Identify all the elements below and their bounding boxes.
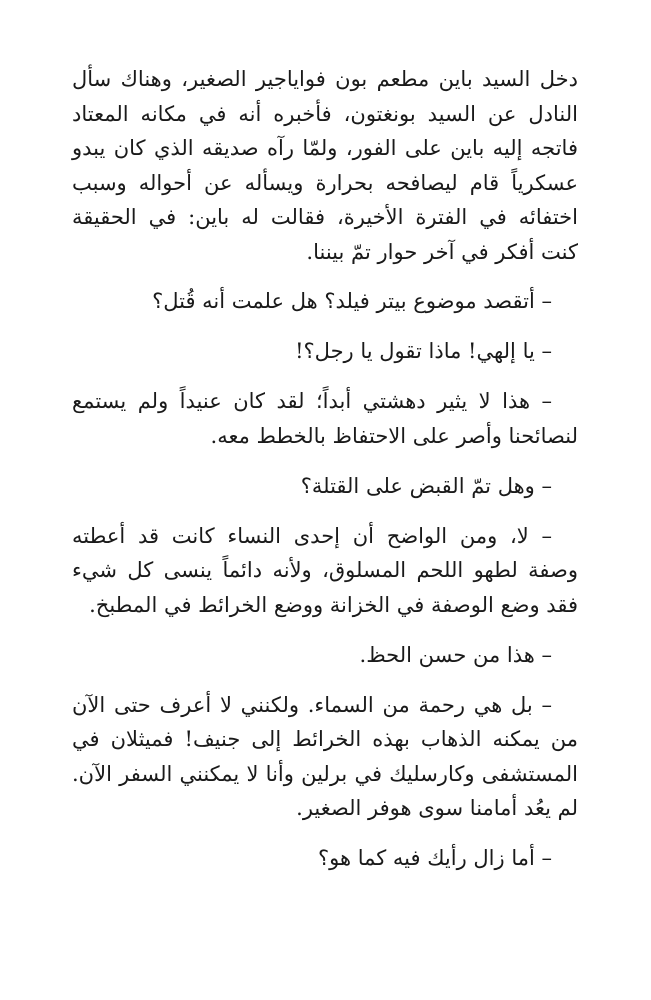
dialogue-line: – هذا من حسن الحظ.: [359, 642, 552, 667]
dialogue-line: – أما زال رأيك فيه كما هو؟: [317, 846, 552, 870]
dialogue-line: – بل هي رحمة من السماء. ولكنني لا أعرف حتى الآن من يمكنه الذهاب بهذه الخرائط إلى جنيف! فميثلان في المستشفى وكارسليك في برلين وأنا لا يمكنني السفر الآن. لم يعُد أمامنا سوى هوفر الصغير.: [72, 692, 578, 820]
paragraph-intro: دخل السيد باين مطعم بون فواياجير الصغير، وهناك سأل النادل عن السيد بونغتون، فأخبره أنه في مكانه المعتاد فاتجه إليه باين على الفور، ولمّا رآه صديقه الذي كان يبدو عسكرياً قام ليصافحه بحرارة ويسأله عن أحواله وسبب اختفائه في الفترة الأخيرة، فقالت له باين: في الحقيقة كنت أفكر في آخر حوار تمّ بيننا.: [72, 67, 578, 264]
dialogue-line: – أتقصد موضوع بيتر فيلد؟ هل علمت أنه قُتل؟: [152, 289, 552, 313]
dialogue-line: – يا إلهي! ماذا تقول يا رجل؟!: [295, 339, 552, 363]
dialogue-line: – لا، ومن الواضح أن إحدى النساء كانت قد أعطته وصفة لطهو اللحم المسلوق، ولأنه دائماً ينسى كل شيء فقد وضع الوصفة في الخزانة ووضع الخرائط في المطبخ.: [72, 523, 578, 617]
page-text: [72, 62, 578, 891]
dialogue-line: – هذا لا يثير دهشتي أبداً؛ لقد كان عنيداً ولم يستمع لنصائحنا وأصر على الاحتفاظ بالخطط معه.: [72, 389, 578, 448]
dialogue-line: – وهل تمّ القبض على القتلة؟: [300, 473, 552, 498]
